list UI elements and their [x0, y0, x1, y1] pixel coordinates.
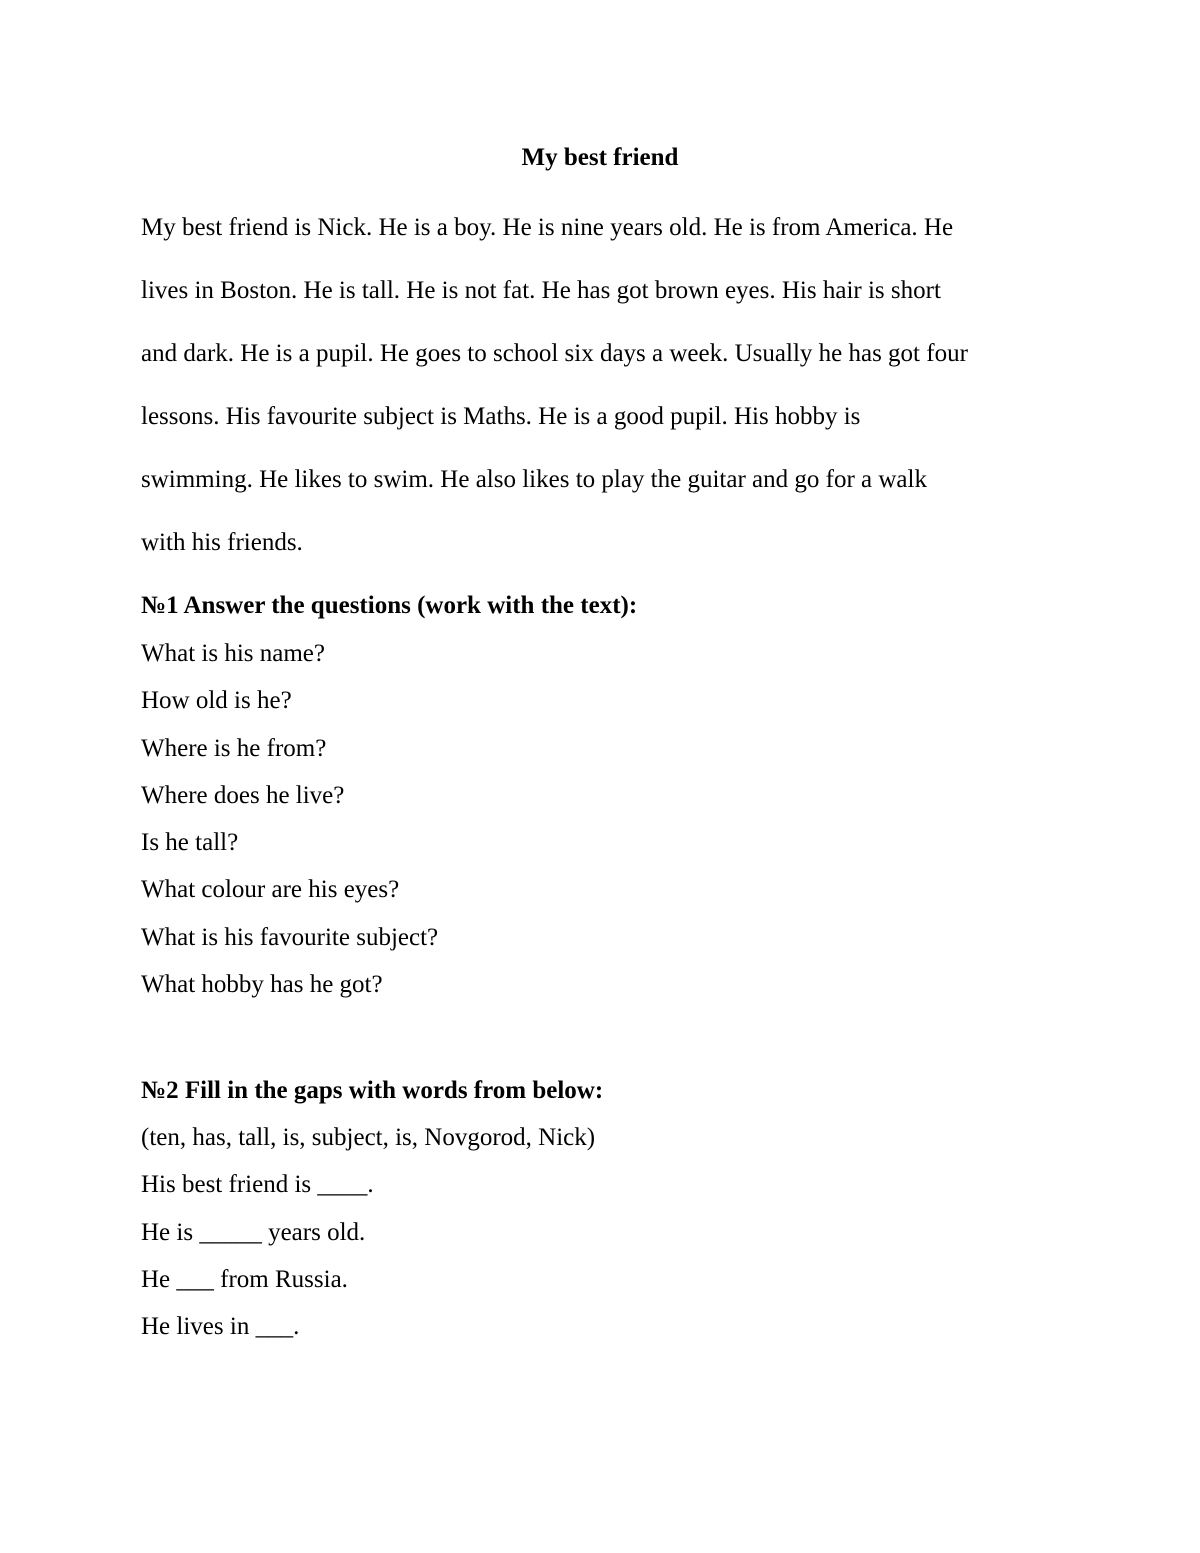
- paragraph-line: lives in Boston. He is tall. He is not fat. He has got brown eyes. His hair is short: [141, 277, 941, 304]
- question-item: What hobby has he got?: [141, 971, 383, 999]
- question-item: What is his name?: [141, 640, 325, 667]
- exercise1-question-list: [141, 638, 438, 1016]
- paragraph-line: swimming. He likes to swim. He also likes to play the guitar and go for a walk: [141, 466, 927, 493]
- gap-sentence: He lives in ___.: [141, 1313, 300, 1341]
- gap-sentence: His best friend is ____.: [141, 1171, 374, 1199]
- question-item: How old is he?: [141, 687, 292, 715]
- question-item: What colour are his eyes?: [141, 876, 400, 904]
- question-item: Where is he from?: [141, 734, 327, 762]
- exercise2-heading: №2 Fill in the gaps with words from below:: [141, 1077, 604, 1104]
- paragraph-line: with his friends.: [141, 529, 303, 556]
- gap-sentence: He ___ from Russia.: [141, 1265, 348, 1293]
- story-paragraph: [141, 196, 1061, 574]
- question-item: Where does he live?: [141, 781, 345, 809]
- question-item: What is his favourite subject?: [141, 923, 439, 951]
- word-bank: (ten, has, tall, is, subject, is, Novgorod, Nick): [141, 1124, 596, 1151]
- gap-sentence: He is _____ years old.: [141, 1218, 366, 1246]
- exercise2-list: [141, 1122, 595, 1358]
- exercise1-heading: №1 Answer the questions (work with the text):: [141, 592, 638, 619]
- paragraph-line: lessons. His favourite subject is Maths. He is a good pupil. His hobby is: [141, 403, 861, 430]
- question-item: Is he tall?: [141, 829, 239, 857]
- document-title: My best friend: [521, 144, 679, 171]
- paragraph-line: and dark. He is a pupil. He goes to school six days a week. Usually he has got four: [141, 340, 968, 367]
- paragraph-line: My best friend is Nick. He is a boy. He is nine years old. He is from America. He: [141, 214, 954, 241]
